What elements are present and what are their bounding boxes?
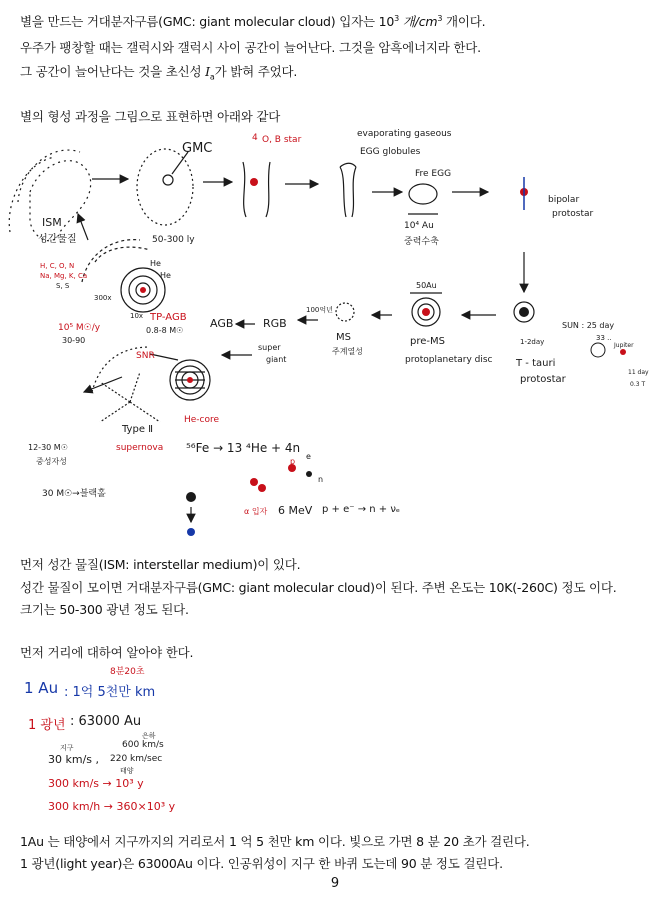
label-ism-kr: 성간물질 <box>38 234 77 245</box>
label-free-egg: Fre EGG <box>415 169 452 179</box>
note-speed-1: 30 km/s , <box>48 753 100 766</box>
label-bipolar-1: bipolar <box>548 195 580 205</box>
note-au-time: 8분20초 <box>110 667 145 677</box>
intro-line-3b: 가 밝혀 주었다. <box>214 64 298 79</box>
note-speed-4 <box>48 777 144 790</box>
label-evap-2: EGG globules <box>360 147 421 157</box>
label-ms-kr: 주계열성 <box>332 347 363 356</box>
body-p2: 성간 물질이 모이면 거대분자구름(GMC: giant molecular cloud)이 된다. 주변 온도는 10K(-260C) 정도 이다. <box>20 580 617 595</box>
label-jupiter: Jupiter <box>614 342 634 349</box>
label-mass-sn-2: 중성자성 <box>36 457 67 466</box>
footer-line-2: 1 광년(light year)은 63000Au 이다. 인공위성이 지구 한 바퀴 도는데 90 분 정도 걸린다. <box>20 856 503 871</box>
label-elements-2: Na, Mg, K, Ca <box>40 272 88 280</box>
label-mass-agb: 0.8-8 M☉ <box>146 326 184 335</box>
note-taeyang: 태양 <box>120 767 134 775</box>
label-he-core: He-core <box>184 415 220 425</box>
label-elements-1: H, C, O, N <box>40 262 75 270</box>
label-jday: 11 day <box>628 369 649 376</box>
intro-line-2: 우주가 팽창할 때는 갤럭시와 갤럭시 사이 공간이 늘어난다. 그것을 암흑에너지라 한다. <box>20 40 481 55</box>
label-gmc-size: 50-300 ly <box>152 235 195 245</box>
intro-line-1 <box>20 12 485 30</box>
intro-line-3 <box>20 62 297 82</box>
label-pre-ms: pre-MS <box>410 336 445 347</box>
label-tp-agb: TP-AGB <box>150 312 187 323</box>
label-ism: ISM <box>42 216 62 229</box>
star-formation-diagram <box>0 122 670 542</box>
intro-line-1c: 개이다. <box>442 14 486 29</box>
label-mev: 6 MeV <box>278 504 313 517</box>
intro-exp2: 3 <box>437 13 443 23</box>
label-type2: Type Ⅱ <box>122 424 154 435</box>
intro-line-3a: 그 공간이 늘어난다는 것을 초신성 <box>20 64 206 79</box>
label-fe-reaction: ⁵⁶Fe → 13 ⁴He + 4n <box>186 441 301 455</box>
label-snr: SNR <box>136 351 155 361</box>
note-speed-5a: 300 km/h <box>48 800 101 813</box>
label-10x: 10x <box>130 312 144 320</box>
label-sun: SUN : 25 day <box>562 321 615 330</box>
label-bh: 30 M☉→블랙홀 <box>42 489 106 499</box>
label-j03: 0.3 T <box>630 381 646 388</box>
label-evap-1: evaporating gaseous <box>357 129 452 139</box>
label-pe: p + e⁻ → n + νₑ <box>322 504 401 515</box>
label-gravity: 중력수축 <box>404 237 439 247</box>
label-super-giant-2: giant <box>266 355 287 364</box>
label-elements-3: S, S <box>56 282 70 290</box>
label-p: p <box>290 457 296 466</box>
diagram-caption: 별의 형성 과정을 그림으로 표현하면 아래와 같다 <box>20 109 281 124</box>
label-he-2: He <box>160 271 171 280</box>
label-supernova: supernova <box>116 443 164 453</box>
label-rgb: RGB <box>263 317 287 330</box>
note-speed-4b: → 10³ y <box>102 777 144 790</box>
note-speed-4a: 300 km/s <box>48 777 100 790</box>
label-years-agb: 10⁵ M☉/y <box>58 323 101 333</box>
label-ob-num: 4 <box>252 133 258 143</box>
label-t-tauri-1: T - tauri <box>516 358 556 369</box>
supernova-symbol: I <box>205 64 210 79</box>
gmc-cloud <box>137 149 193 225</box>
label-t-tauri-2: protostar <box>520 374 566 385</box>
label-alpha: α 입자 <box>244 507 268 516</box>
label-he-1: He <box>150 259 161 268</box>
body-p4: 먼저 거리에 대하여 알아야 한다. <box>20 645 194 660</box>
label-gmc: GMC <box>182 141 213 156</box>
note-speed-5b: → 360×10³ y <box>103 800 176 813</box>
label-300x: 300x <box>94 294 112 302</box>
label-mass-sn-1: 12-30 M☉ <box>28 443 68 452</box>
supernova-sub: a <box>209 72 215 82</box>
note-speed-2: 220 km/sec <box>110 754 163 764</box>
label-ob-star: O, B star <box>262 135 302 145</box>
page-number: 9 <box>330 876 340 891</box>
note-au-b: : 1억 5천만 km <box>64 685 156 700</box>
note-speed-3: 600 km/s <box>122 740 164 750</box>
label-bipolar-2: protostar <box>552 209 594 219</box>
intro-line-1a: 별을 만드는 거대분자구름(GMC: giant molecular cloud) 입자는 10 <box>20 14 395 29</box>
label-ms-years: 100억년 <box>306 306 333 314</box>
note-au-a: 1 Au <box>24 679 59 697</box>
label-ms: MS <box>336 332 351 343</box>
note-galaxy: 은하 <box>142 732 156 740</box>
body-p1: 먼저 성간 물질(ISM: interstellar medium)이 있다. <box>20 557 301 572</box>
label-years-2: 30-90 <box>62 336 86 345</box>
body-p3: 크기는 50-300 광년 정도 된다. <box>20 602 189 617</box>
label-egg-size: 10⁴ Au <box>404 221 434 231</box>
label-agb: AGB <box>210 317 234 330</box>
label-sun-2: 33 .. <box>596 334 612 342</box>
label-50au: 50Au <box>416 281 437 290</box>
footer-line-1: 1Au 는 태양에서 지구까지의 거리로서 1 억 5 천만 km 이다. 빛으로 가면 8 분 20 초가 걸린다. <box>20 834 530 849</box>
label-e: e <box>306 452 311 461</box>
label-ppd: protoplanetary disc <box>405 355 493 365</box>
label-day: 1-2day <box>520 338 545 346</box>
note-ly-a: 1 광년 <box>28 718 66 733</box>
note-ly-b: : 63000 Au <box>70 714 142 729</box>
label-super-giant-1: super <box>258 343 281 352</box>
intro-exp: 3 <box>394 13 400 23</box>
note-earth: 지구 <box>60 744 74 752</box>
intro-unit: 개/cm <box>399 14 438 29</box>
label-n: n <box>318 475 324 484</box>
note-speed-5 <box>48 800 175 813</box>
